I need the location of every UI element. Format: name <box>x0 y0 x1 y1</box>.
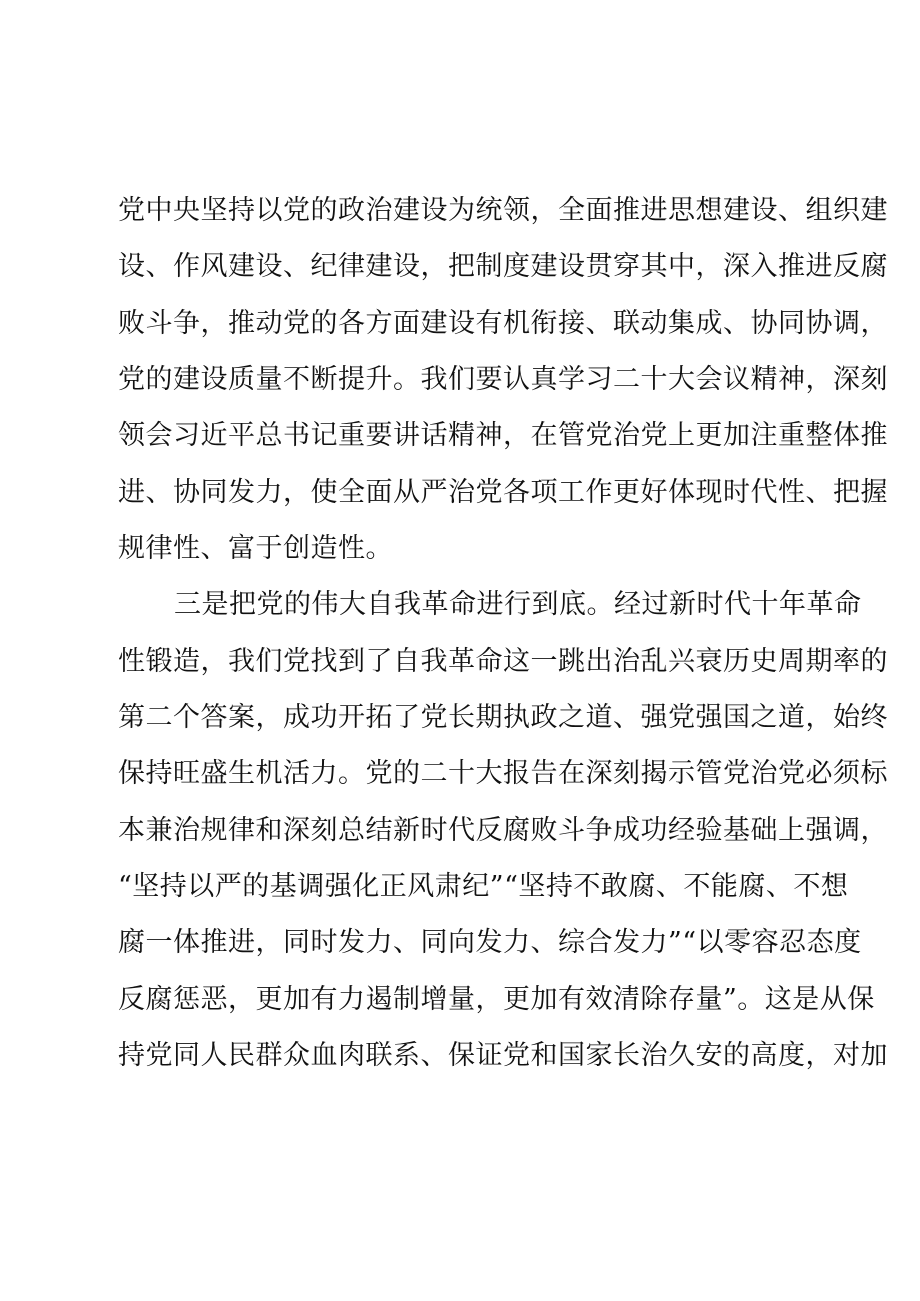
text-line: 设、作风建设、纪律建设，把制度建设贯穿其中，深入推进反腐 <box>118 251 888 283</box>
text-line: 本兼治规律和深刻总结新时代反腐败斗争成功经验基础上强调， <box>118 814 888 846</box>
text-line: 腐一体推进，同时发力、同向发力、综合发力”“以零容忍态度 <box>118 927 862 959</box>
text-line: 规律性、富于创造性。 <box>118 533 393 565</box>
text-line: 反腐惩恶，更加有力遏制增量，更加有效清除存量”。这是从保 <box>118 983 875 1015</box>
paragraph-2 <box>118 577 888 1084</box>
text-line: 党中央坚持以党的政治建设为统领，全面推进思想建设、组织建 <box>118 195 888 226</box>
text-line: 进、协同发力，使全面从严治党各项工作更好体现时代性、把握 <box>118 476 888 508</box>
text-line: 第二个答案，成功开拓了党长期执政之道、强党强国之道，始终 <box>118 702 888 734</box>
text-line: 性锻造，我们党找到了自我革命这一跳出治乱兴衰历史周期率的 <box>118 645 888 677</box>
text-line: 领会习近平总书记重要讲话精神，在管党治党上更加注重整体推 <box>118 420 888 452</box>
text-line: 败斗争，推动党的各方面建设有机衔接、联动集成、协同协调， <box>118 307 888 339</box>
paragraph-1 <box>118 183 888 577</box>
text-line: “坚持以严的基调强化正风肃纪”“坚持不敢腐、不能腐、不想 <box>118 871 849 903</box>
text-line: 保持旺盛生机活力。党的二十大报告在深刻揭示管党治党必须标 <box>118 758 888 790</box>
text-line: 持党同人民群众血肉联系、保证党和国家长治久安的高度，对加 <box>118 1040 888 1072</box>
body-text <box>118 183 888 1085</box>
text-line: 党的建设质量不断提升。我们要认真学习二十大会议精神，深刻 <box>118 364 888 396</box>
text-line: 三是把党的伟大自我革命进行到底。经过新时代十年革命 <box>174 589 862 621</box>
